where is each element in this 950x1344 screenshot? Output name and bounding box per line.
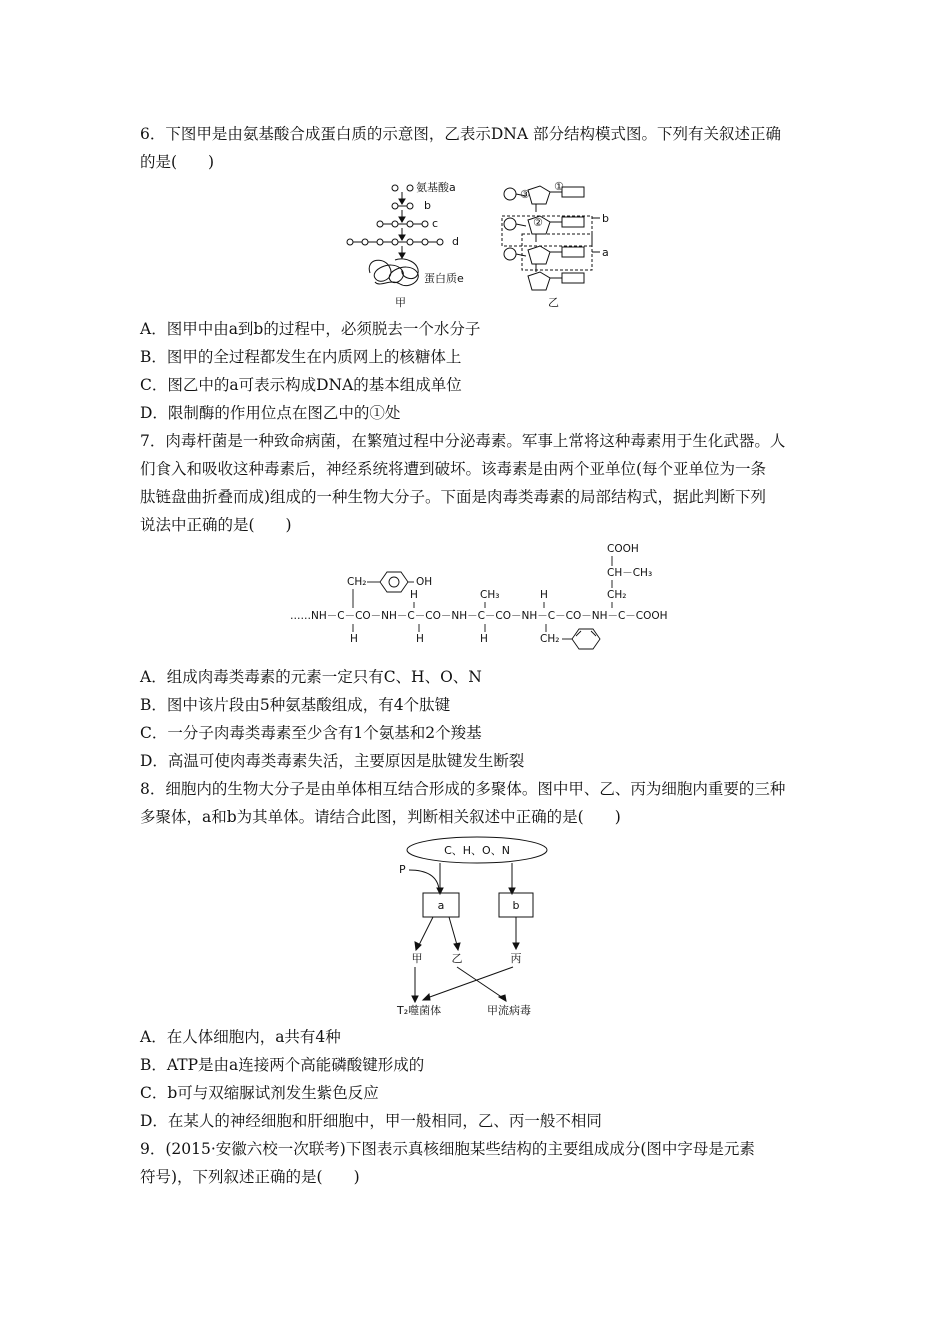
formula-oh: OH (416, 576, 433, 588)
formula-h-bottom2: H (416, 633, 424, 645)
formula-chain: ……NH－C－CO－NH－C－CO－NH－C－CO－NH－C－CO－NH－C－COOH (290, 610, 668, 622)
q7-stem-line-1: 7．肉毒杆菌是一种致命病菌，在繁殖过程中分泌毒素。军事上常将这种毒素用于生化武器。人 (140, 432, 786, 450)
q7-option-d: D．高温可使肉毒类毒素失活，主要原因是肽键发生断裂 (140, 752, 525, 770)
q8-label-yi: 乙 (451, 952, 463, 965)
formula-ch2-top5: CH₂ (607, 589, 627, 601)
formula-cooh-top: COOH (607, 543, 639, 555)
q6-caption-jia: 甲 (395, 296, 406, 309)
q8-option-c: C．b可与双缩脲试剂发生紫色反应 (140, 1084, 379, 1102)
q7-stem-line-2: 们食入和吸收这种毒素后，神经系统将遭到破坏。该毒素是由两个亚单位(每个亚单位为一条 (140, 460, 767, 478)
q6-label-yi-a: a (602, 246, 609, 259)
q7-option-b: B．图中该片段由5种氨基酸组成，有4个肽键 (140, 696, 451, 714)
q8-label-p: P (399, 863, 406, 876)
formula-ch2-bottom4: CH₂ (540, 633, 560, 645)
q6-figure-jia (340, 178, 480, 313)
q6-stem-line-2: 的是( ) (140, 153, 215, 171)
q9-stem-line-2: 符号)，下列叙述正确的是( ) (140, 1168, 360, 1186)
q7-structural-formula (290, 540, 670, 650)
formula-h-top2: H (410, 589, 418, 601)
formula-h-bottom3: H (480, 633, 488, 645)
q8-elements-ellipse: C、H、O、N (444, 844, 510, 857)
q8-option-b: B．ATP是由a连接两个高能磷酸键形成的 (140, 1056, 425, 1074)
formula-ch2-top1: CH₂ (347, 576, 367, 588)
q7-option-c: C．一分子肉毒类毒素至少含有1个氨基和2个羧基 (140, 724, 482, 742)
q9-stem-line-1: 9．(2015·安徽六校一次联考)下图表示真核细胞某些结构的主要组成成分(图中字母是元素 (140, 1140, 755, 1158)
q8-stem-line-2: 多聚体，a和b为其单体。请结合此图，判断相关叙述中正确的是( ) (140, 808, 621, 826)
formula-ch3-top3: CH₃ (480, 589, 500, 601)
q6-option-d: D．限制酶的作用位点在图乙中的①处 (140, 404, 401, 422)
q6-label-protein-e: 蛋白质e (424, 272, 464, 285)
q6-label-3: ③ (520, 188, 530, 201)
q6-label-b: b (424, 199, 431, 212)
q8-label-bing: 丙 (510, 952, 522, 965)
q6-caption-yi: 乙 (548, 296, 559, 309)
formula-ch-ch3: CH－CH₃ (607, 567, 653, 579)
q8-flow-diagram (395, 833, 575, 1023)
q8-option-d: D．在某人的神经细胞和肝细胞中，甲一般相同，乙、丙一般不相同 (140, 1112, 602, 1130)
q6-option-c: C．图乙中的a可表示构成DNA的基本组成单位 (140, 376, 462, 394)
q6-label-d: d (452, 235, 459, 248)
q8-box-a: a (437, 899, 445, 912)
q6-label-1: ① (554, 180, 564, 193)
q6-label-2: ② (533, 216, 543, 229)
formula-h-bottom1: H (350, 633, 358, 645)
q7-option-a: A．组成肉毒类毒素的元素一定只有C、H、O、N (140, 668, 482, 686)
q8-stem-line-1: 8．细胞内的生物大分子是由单体相互结合形成的多聚体。图中甲、乙、丙为细胞内重要的三种 (140, 780, 786, 798)
q7-stem-line-4: 说法中正确的是( ) (140, 516, 292, 534)
q8-box-b: b (512, 899, 520, 912)
formula-h-top4: H (540, 589, 548, 601)
q8-label-flu-virus: 甲流病毒 (487, 1004, 531, 1017)
q6-stem-line-1: 6．下图甲是由氨基酸合成蛋白质的示意图，乙表示DNA 部分结构模式图。下列有关叙述正确 (140, 125, 781, 143)
q8-label-jia: 甲 (411, 952, 423, 965)
q8-option-a: A．在人体细胞内，a共有4种 (140, 1028, 341, 1046)
q6-option-b: B．图甲的全过程都发生在内质网上的核糖体上 (140, 348, 462, 366)
q8-label-t2-phage: T₂噬菌体 (397, 1004, 442, 1017)
q6-figure-yi (500, 178, 640, 313)
q6-label-amino-acid-a: 氨基酸a (416, 181, 456, 194)
q6-option-a: A．图甲中由a到b的过程中，必须脱去一个水分子 (140, 320, 481, 338)
q7-stem-line-3: 肽链盘曲折叠而成)组成的一种生物大分子。下面是肉毒类毒素的局部结构式，据此判断下列 (140, 488, 767, 506)
q6-label-yi-b: b (602, 212, 609, 225)
q6-label-c: c (432, 217, 439, 230)
